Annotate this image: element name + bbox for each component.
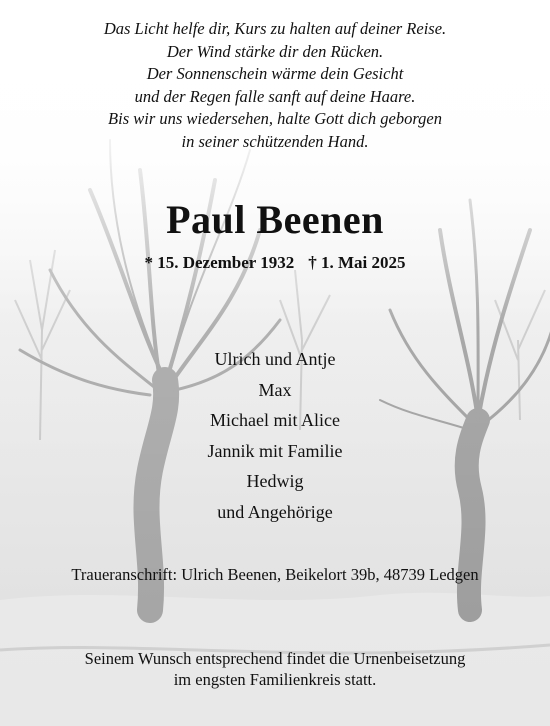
note-line: Seinem Wunsch entsprechend findet die Urnenbeisetzung: [84, 649, 466, 668]
mourner-entry: Hedwig: [246, 471, 304, 491]
mourner-entry: und Angehörige: [217, 501, 333, 522]
mourning-address: Traueranschrift: Ulrich Beenen, Beikelort 39b, 48739 Ledgen: [71, 565, 479, 584]
poem-line: und der Regen falle sanft auf deine Haare.: [134, 86, 416, 106]
death-date: † 1. Mai 2025: [308, 253, 406, 272]
burial-note: [0, 648, 550, 690]
poem-line: Das Licht helfe dir, Kurs zu halten auf deiner Reise.: [103, 19, 447, 38]
poem-line: Der Sonnenschein wärme dein Gesicht: [146, 64, 404, 83]
birth-date: * 15. Dezember 1932: [144, 253, 295, 272]
poem-line: Bis wir uns wiedersehen, halte Gott dich geborgen: [108, 109, 442, 128]
note-line: im engsten Familienkreis statt.: [173, 670, 377, 689]
poem-line: Der Wind stärke dir den Rücken.: [166, 41, 384, 61]
mourner-entry: Jannik mit Familie: [207, 440, 343, 461]
poem-verse: [0, 18, 550, 153]
mourner-entry: Max: [258, 379, 292, 400]
deceased-name: Paul Beenen: [166, 197, 384, 242]
mourner-entry: Michael mit Alice: [210, 410, 340, 430]
poem-line: in seiner schützenden Hand.: [181, 131, 369, 151]
mourners-list: [0, 344, 550, 527]
life-dates: [0, 253, 550, 273]
mourner-entry: Ulrich und Antje: [214, 349, 336, 369]
